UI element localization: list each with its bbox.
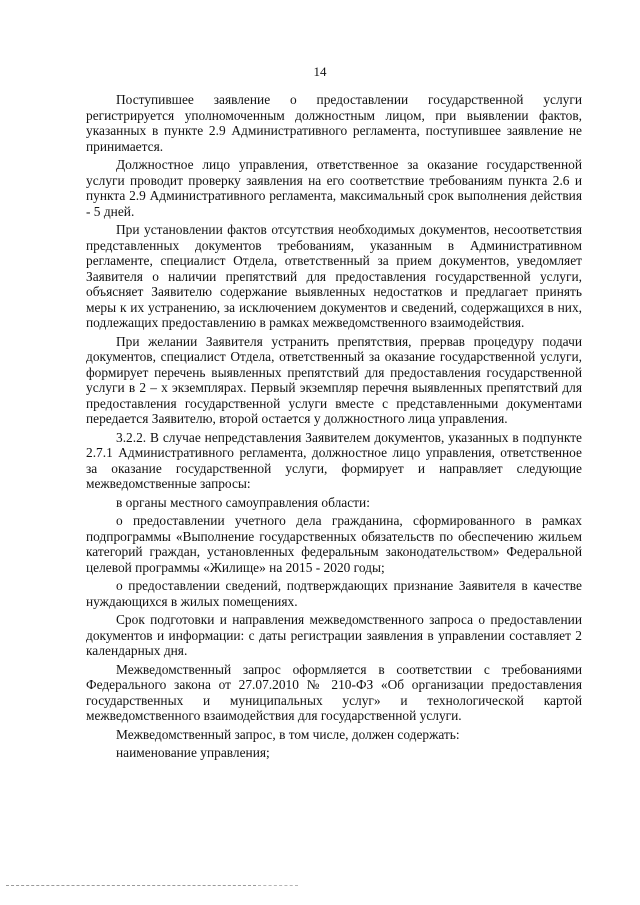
paragraph-agency-name: наименование управления; — [116, 745, 270, 760]
scan-artifact-line — [6, 885, 256, 886]
paragraph-needy-status: о предоставлении сведений, подтверждающих признание Заявителя в качестве нуждающихся в жилых помещениях. — [86, 578, 582, 609]
paragraph-request-contents: Межведомственный запрос, в том числе, должен содержать: — [116, 726, 460, 742]
paragraph-missing-documents: При установлении фактов отсутствия необходимых документов, несоответствия представленных документов требованиям, указанным в Административном регламенте, специалист Отдела, ответственный за прием документов, уведомляет Заявителя о наличии препятствий для предоставления государственной услуги, объясняет Заявителю содержание выявленных недостатков и предлагает принять меры к их устранению, за исключением документов и сведений, содержащихся в них, подлежащих предоставлению в рамках межведомственного взаимодействия. — [86, 222, 582, 330]
paragraph-registration: Поступившее заявление о предоставлении государственной услуги регистрируется уполномоченным должностным лицом, при выявлении фактов, указанных в пункте 2.9 Административного регламента, поступившее заявление не принимается. — [86, 92, 582, 154]
paragraph-3-2-2: 3.2.2. В случае непредставления Заявителем документов, указанных в подпункте 2.7.1 Административного регламента, должностное лицо управления, ответственное за оказание государственной услуги, формирует и направляет следующие межведомственные запросы: — [86, 429, 582, 491]
paragraph-housing-file: о предоставлении учетного дела гражданина, сформированного в рамках подпрограммы «Выполнение государственных обязательств по обеспечению жильем категорий граждан, установленных федеральным законодательством» Федеральной целевой программы «Жилище» на 2015 - 2020 годы; — [86, 513, 582, 575]
document-body — [86, 92, 582, 764]
page-number: 14 — [313, 64, 327, 79]
scan-artifact-line — [258, 885, 298, 886]
paragraph-verification: Должностное лицо управления, ответственное за оказание государственной услуги проводит проверку заявления на его соответствие требованиям пункта 2.6 и пункта 2.9 Административного регламента, максимальный срок выполнения действия - 5 дней. — [86, 157, 582, 219]
paragraph-request-deadline: Срок подготовки и направления межведомственного запроса о предоставлении документов и информации: с даты регистрации заявления в управлении составляет 2 календарных дня. — [86, 612, 582, 658]
paragraph-obstacles: При желании Заявителя устранить препятствия, прервав процедуру подачи документов, специалист Отдела, ответственный за оказание государственной услуги, формирует перечень выявленных препятствий для предоставления государственной услуги в 2 – х экземплярах. Первый экземпляр перечня выявленных препятствий для предоставления государственной услуги вместе с представленными документами передается Заявителю, второй остается у должностного лица управления. — [86, 333, 582, 426]
paragraph-request-format: Межведомственный запрос оформляется в соответствии с требованиями Федерального закона от 27.07.2010 № 210-ФЗ «Об организации предоставления государственных и муниципальных услуг» и технологической картой межведомственного взаимодействия для государственной услуги. — [86, 661, 582, 723]
paragraph-local-authorities: в органы местного самоуправления области: — [116, 494, 370, 510]
